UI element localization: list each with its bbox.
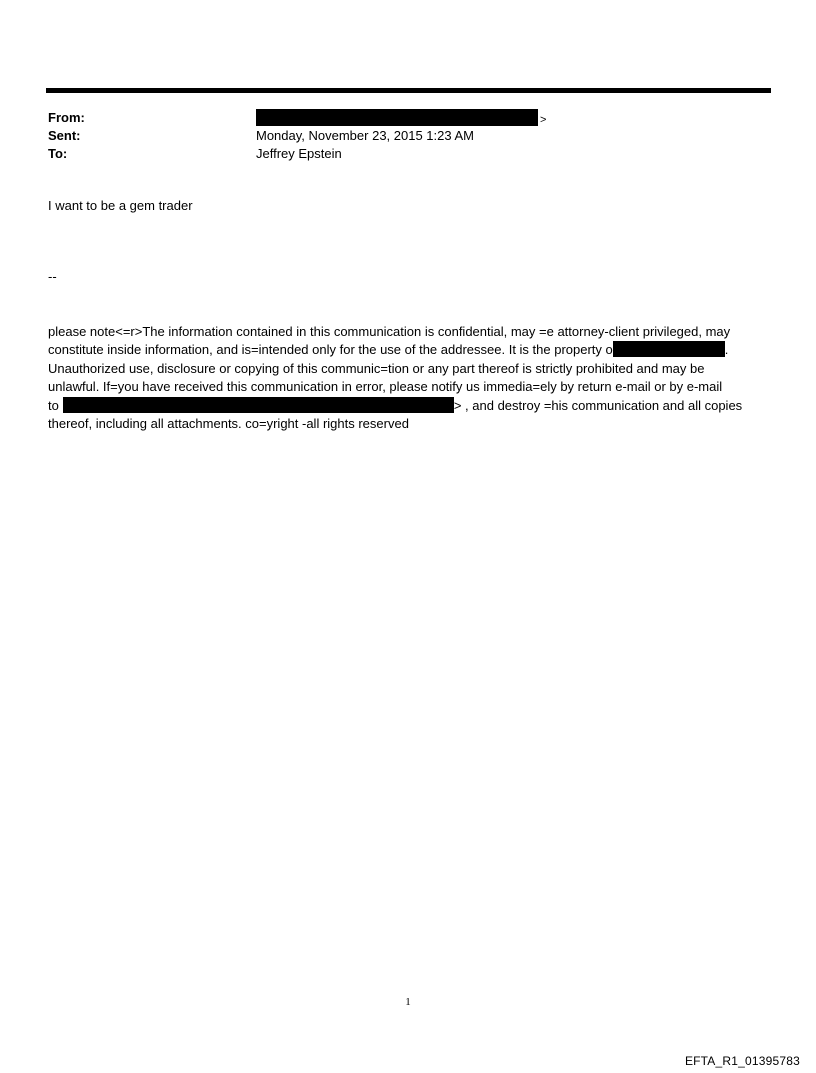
- page-number: 1: [405, 996, 411, 1008]
- disclaimer-text: to: [48, 397, 59, 413]
- disclaimer-line: please note<=r>The information contained in this communication is confidential, may =e attorney-client privileged, may: [48, 324, 731, 339]
- disclaimer-line: thereof, including all attachments. co=yright -all rights reserved: [48, 416, 409, 432]
- disclaimer-text: > , and destroy =his communication and all copies: [453, 397, 743, 413]
- to-row: [48, 145, 768, 163]
- disclaimer-line: unlawful. If=you have received this communication in error, please notify us immedia=ely by return e-mail or by e-mail: [48, 379, 723, 395]
- from-suffix: >: [540, 114, 547, 126]
- sent-row: [48, 127, 768, 145]
- redaction-box: [256, 109, 538, 126]
- bates-number: EFTA_R1_01395783: [684, 1054, 800, 1068]
- header-rule: [46, 88, 771, 93]
- from-value: [256, 109, 546, 129]
- disclaimer-text: constitute inside information, and is=intended only for the use of the addressee. It is the property o: [48, 342, 613, 358]
- disclaimer-line: Unauthorized use, disclosure or copying of this communic=tion or any part thereof is strictly prohibited and may be: [48, 360, 705, 376]
- message-body: I want to be a gem trader: [48, 198, 193, 213]
- sent-label: Sent:: [48, 128, 81, 143]
- sent-value: Monday, November 23, 2015 1:23 AM: [256, 128, 474, 143]
- disclaimer-line: [48, 341, 770, 359]
- from-row: [48, 109, 768, 127]
- confidentiality-disclaimer: [48, 323, 770, 433]
- email-header: [48, 109, 768, 163]
- redaction-box: [63, 397, 454, 413]
- to-value: Jeffrey Epstein: [256, 146, 342, 161]
- to-label: To:: [48, 146, 68, 161]
- redaction-box: [613, 341, 725, 357]
- disclaimer-text: .: [724, 342, 729, 358]
- disclaimer-line: [48, 397, 770, 415]
- from-label: From:: [48, 110, 85, 125]
- signature-separator: --: [48, 269, 57, 284]
